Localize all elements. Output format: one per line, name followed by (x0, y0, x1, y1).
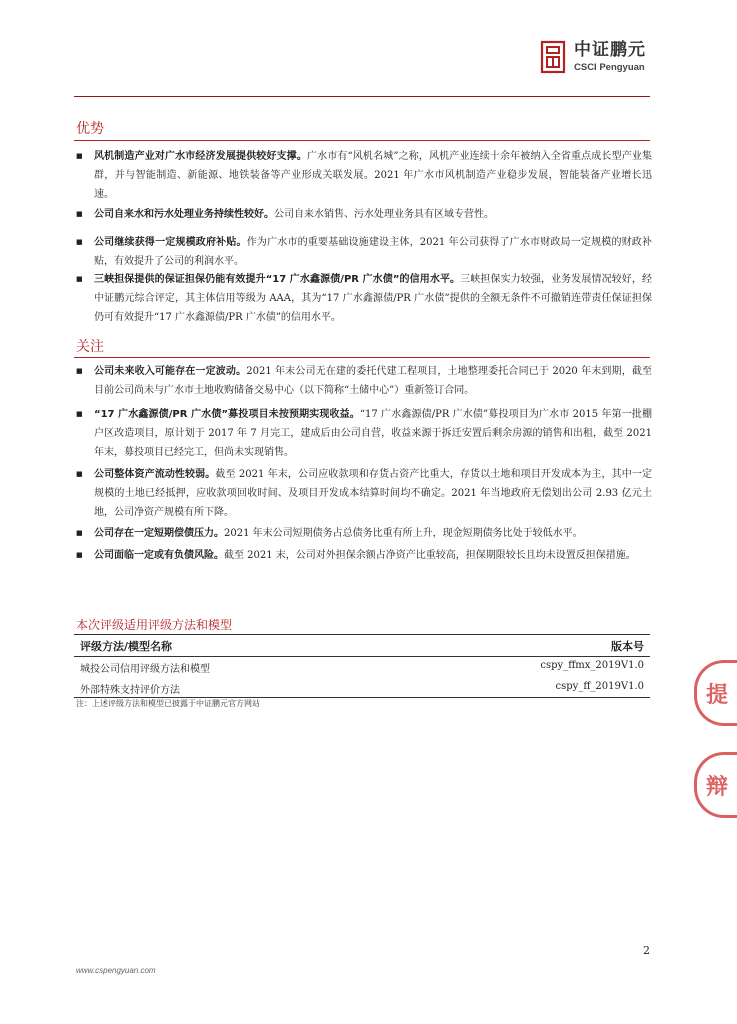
bullet-icon: ■ (76, 210, 83, 218)
footer-url: www.cspengyuan.com (76, 966, 156, 975)
header-divider (74, 96, 650, 97)
item-lead: 公司存在一定短期偿债压力。 (94, 528, 224, 539)
brand-name-cn: 中证鹏元 (574, 39, 646, 60)
table-note: 注：上述评级方法和模型已披露于中证鹏元官方网站 (76, 699, 260, 708)
brand-logo (540, 40, 680, 74)
method-version: cspy_ff_2019V1.0 (555, 681, 644, 692)
section-title-concerns: 关注 (76, 339, 104, 355)
section-divider (74, 357, 650, 358)
list-item (76, 205, 652, 224)
bullet-icon: ■ (76, 410, 83, 418)
methods-table-title: 本次评级适用评级方法和模型 (76, 618, 233, 632)
table-top-rule (74, 634, 650, 635)
list-item (76, 405, 652, 462)
list-item (76, 147, 652, 204)
item-lead: “17 广水鑫源债/PR 广水债”募投项目未按预期实现收益。 (94, 409, 360, 420)
item-text: 2021 年末公司短期债务占总债务比重有所上升，现金短期债务比处于较低水平。 (224, 528, 583, 539)
table-header-row (80, 638, 644, 654)
bullet-icon: ■ (76, 238, 83, 246)
list-item (76, 465, 652, 522)
page-number: 2 (643, 944, 650, 957)
item-text: 三峡担保实力较强，业务发展情况较好，经中证鹏元综合评定，其主体信用等级为 AAA，其为“17 广水鑫源债/PR 广水债”提供的全额无条件不可撤销连带责任保证担保仍可有效提升“17 广水鑫源债/PR 广水债”的信用水平。 (94, 274, 652, 323)
item-text: 截至 2021 末，公司对外担保余额占净资产比重较高，担保期限较长且均未设置反担保措施。 (224, 550, 636, 561)
list-item (76, 546, 652, 565)
table-header-rule (74, 656, 650, 657)
item-text: “17 广水鑫源债/PR 广水债”募投项目为广水市 2015 年第一批棚户区改造项目，原计划于 2017 年 7 月完工，建成后由公司自营，收益来源于拆迁安置后剩余房源的销售和出租，截至 2021 年末，募投项目已经完工，但尚未实现销售。 (94, 409, 652, 458)
method-version: cspy_ffmx_2019V1.0 (540, 660, 644, 671)
item-lead: 公司未来收入可能存在一定波动。 (94, 366, 247, 377)
section-title-advantages: 优势 (76, 121, 104, 137)
item-text: 截至 2021 年末，公司应收款项和存货占资产比重大，存货以土地和项目开发成本为主，其中一定规模的土地已经抵押，应收款项回收时间、及项目开发成本结算时间均不确定。2021 年当地政府无偿划出公司 2.93 亿元土地，公司净资产规模有所下降。 (94, 469, 652, 518)
list-item (76, 362, 652, 400)
list-item (76, 270, 652, 327)
method-name: 城投公司信用评级方法和模型 (80, 664, 210, 675)
item-lead: 公司继续获得一定规模政府补贴。 (94, 237, 247, 248)
list-item (76, 524, 652, 543)
item-lead: 公司整体资产流动性较弱。 (94, 469, 216, 480)
item-lead: 三峡担保提供的保证担保仍能有效提升“17 广水鑫源债/PR 广水债”的信用水平。 (94, 274, 461, 285)
list-item (76, 233, 652, 271)
item-lead: 公司面临一定或有负债风险。 (94, 550, 224, 561)
bullet-icon: ■ (76, 529, 83, 537)
table-row (80, 660, 644, 675)
table-row (80, 681, 644, 696)
seal-stamp-icon: 提 (694, 660, 737, 726)
seal-stamp-icon: 辩 (694, 752, 737, 818)
bullet-icon: ■ (76, 551, 83, 559)
column-header-method: 评级方法/模型名称 (80, 640, 173, 653)
method-name: 外部特殊支持评价方法 (80, 685, 180, 696)
column-header-version: 版本号 (611, 640, 644, 653)
pengyuan-logo-icon (540, 40, 566, 74)
item-lead: 公司自来水和污水处理业务持续性较好。 (94, 209, 274, 220)
section-divider (74, 140, 650, 141)
item-lead: 风机制造产业对广水市经济发展提供较好支撑。 (94, 151, 307, 162)
bullet-icon: ■ (76, 470, 83, 478)
item-text: 公司自来水销售、污水处理业务具有区域专营性。 (274, 209, 494, 220)
item-text: 作为广水市的重要基础设施建设主体，2021 年公司获得了广水市财政局一定规模的财政补贴，有效提升了公司的利润水平。 (94, 237, 652, 267)
bullet-icon: ■ (76, 152, 83, 160)
item-text: 广水市有“风机名城”之称，风机产业连续十余年被纳入全省重点成长型产业集群，并与智能制造、新能源、地铁装备等产业形成关联发展。2021 年广水市风机制造产业稳步发展，智能装备产业增长迅速。 (94, 151, 652, 200)
bullet-icon: ■ (76, 367, 83, 375)
brand-name-en: CSCI Pengyuan (574, 61, 645, 73)
bullet-icon: ■ (76, 275, 83, 283)
item-text: 2021 年末公司无在建的委托代建工程项目，土地整理委托合同已于 2020 年末到期，截至目前公司尚未与广水市土地收购储备交易中心（以下简称“土储中心”）重新签订合同。 (94, 366, 653, 396)
